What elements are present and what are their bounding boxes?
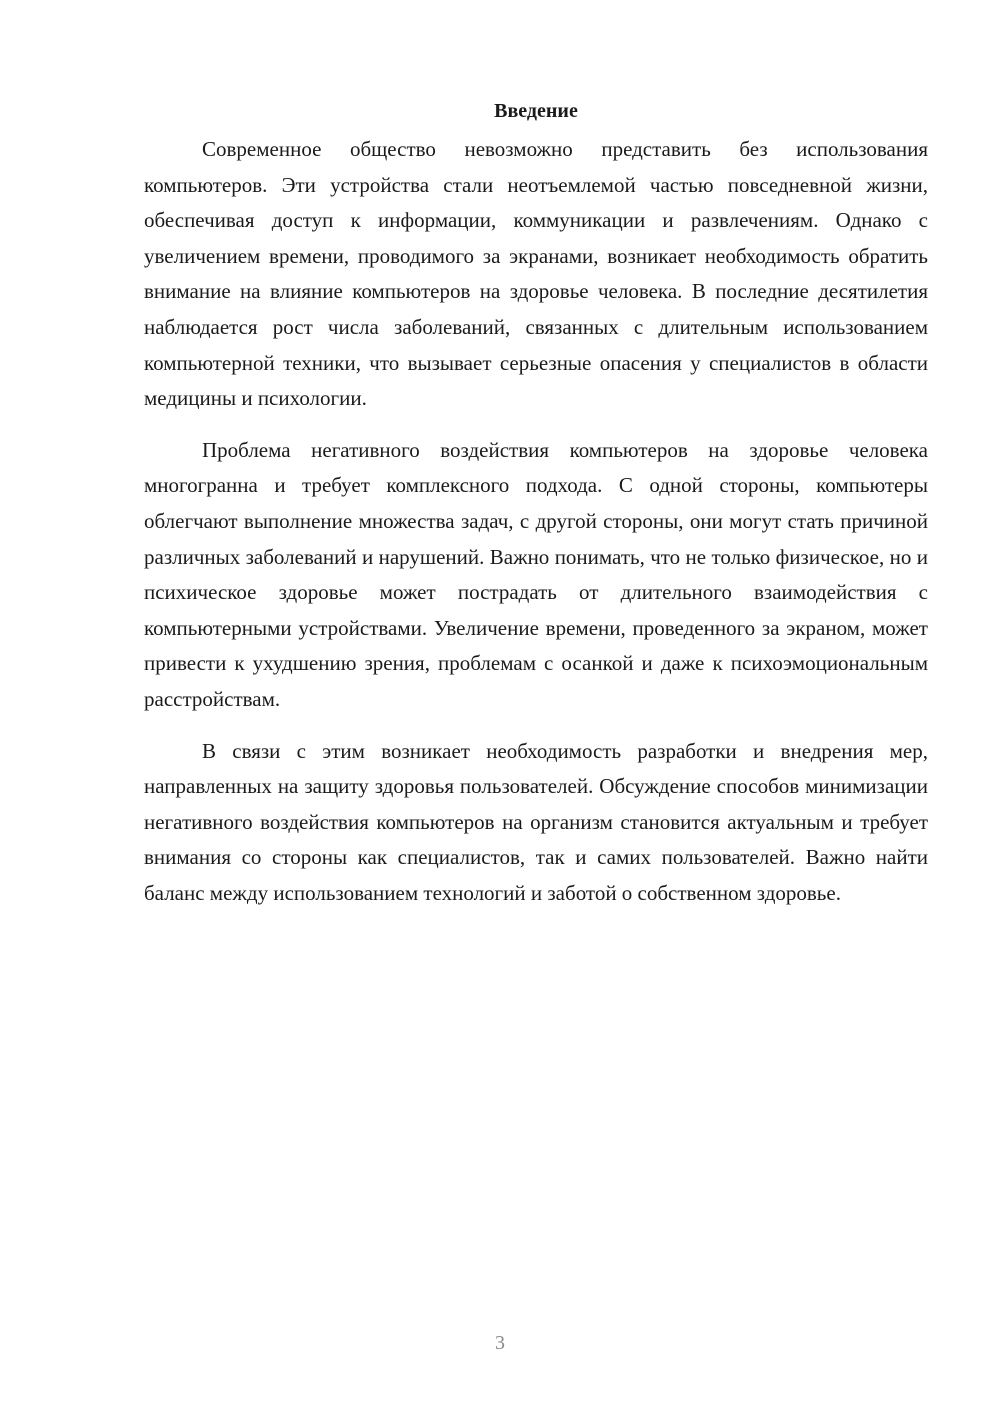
paragraph-problem: Проблема негативного воздействия компьютеров на здоровье человека многогранна и требует комплексного подхода. С одной стороны, компьютеры облегчают выполнение множества задач, с другой стороны, они могут стать причиной различных заболеваний и нарушений. Важно понимать, что не только физическое, но и психическое здоровье может пострадать от длительного взаимодействия с компьютерными устройствами. Увеличение времени, проведенного за экраном, может привести к ухудшению зрения, проблемам с осанкой и даже к психоэмоциональным расстройствам. — [144, 437, 928, 711]
section-title: Введение — [494, 100, 578, 122]
page-content — [144, 96, 928, 927]
paragraph-intro: Современное общество невозможно представить без использования компьютеров. Эти устройства стали неотъемлемой частью повседневной жизни, обеспечивая доступ к информации, коммуникации и развлечениям. Однако с увеличением времени, проводимого за экранами, возникает необходимость обратить внимание на влияние компьютеров на здоровье человека. В последние десятилетия наблюдается рост числа заболеваний, связанных с длительным использованием компьютерной техники, что вызывает серьезные опасения у специалистов в области медицины и психологии. — [144, 137, 928, 411]
page-number: 3 — [495, 1332, 505, 1354]
paragraph-measures: В связи с этим возникает необходимость разработки и внедрения мер, направленных на защиту здоровья пользователей. Обсуждение способов минимизации негативного воздействия компьютеров на организм становится актуальным и требует внимания со стороны как специалистов, так и самих пользователей. Важно найти баланс между использованием технологий и заботой о собственном здоровье. — [144, 738, 928, 905]
